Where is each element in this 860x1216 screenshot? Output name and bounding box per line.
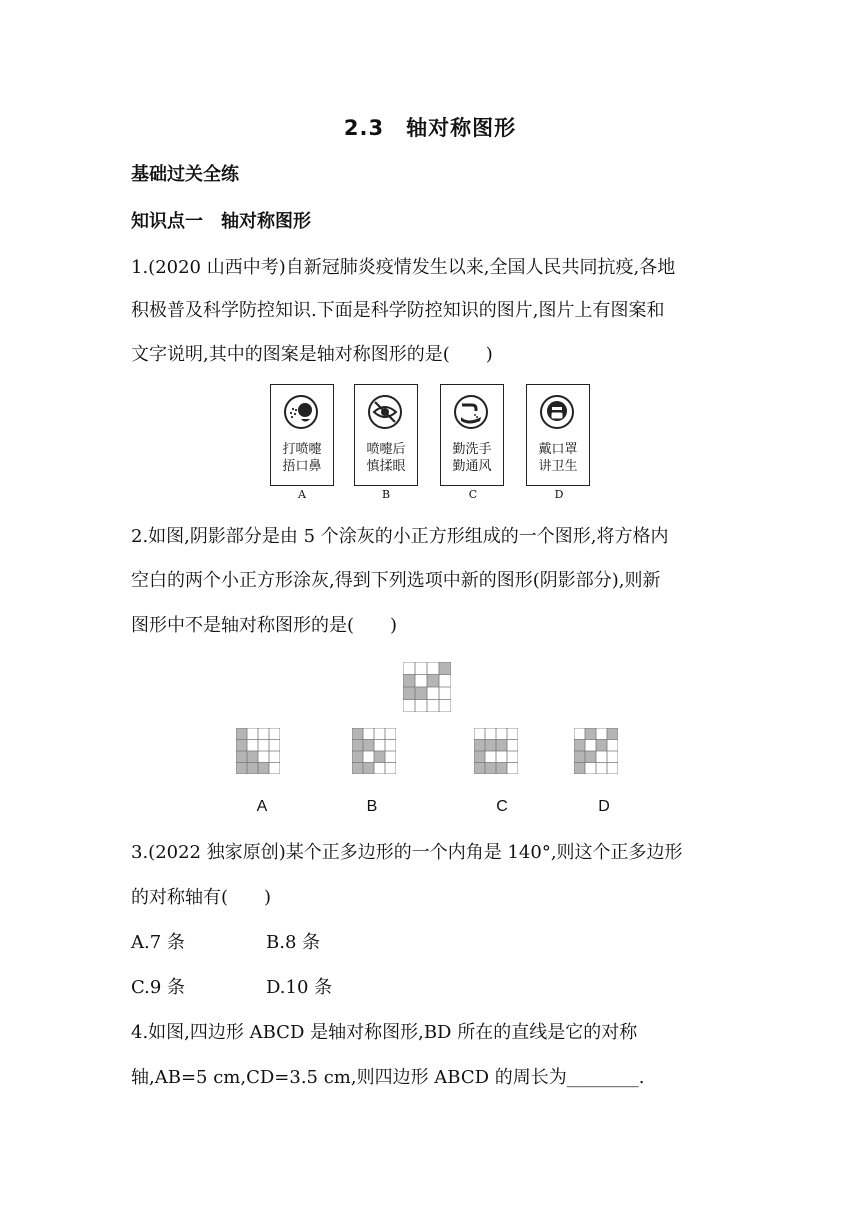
sign-d [526,384,590,486]
q3-option-c: C.9 条 [131,977,186,998]
q3-line-1: 3.(2022 独家原创)某个正多边形的一个内角是 140°,则这个正多边形 [131,842,683,863]
option-a-label: A [256,798,268,815]
option-d-grid [574,728,618,774]
knowledge-point-heading: 知识点一 轴对称图形 [131,211,311,232]
hand-wash-icon [454,395,488,429]
sign-d-text-2: 讲卫生 [538,459,578,474]
q1-line-3: 文字说明,其中的图案是轴对称图形的是( ) [131,344,493,365]
option-b-label: B [366,798,378,815]
option-a-grid [236,728,280,774]
q3-line-2: 的对称轴有( ) [131,887,272,908]
sign-c [440,384,504,486]
q2-line-1: 2.如图,阴影部分是由 5 个涂灰的小正方形组成的一个图形,将方格内 [131,526,669,547]
q2-line-2: 空白的两个小正方形涂灰,得到下列选项中新的图形(阴影部分),则新 [131,570,661,591]
sign-a [270,384,334,486]
sign-c-text-1: 勤洗手 [452,442,492,457]
option-b-grid [352,728,396,774]
option-c-grid [474,728,518,774]
sign-c-label: C [468,488,478,501]
sign-a-label: A [298,488,306,501]
sneeze-icon [284,395,318,429]
q1-line-1: 1.(2020 山西中考)自新冠肺炎疫情发生以来,全国人民共同抗疫,各地 [131,257,676,278]
sign-d-text-1: 戴口罩 [538,442,578,457]
no-eye-rub-icon [368,395,402,429]
q2-line-3: 图形中不是轴对称图形的是( ) [131,615,398,636]
q3-option-d: D.10 条 [266,977,333,998]
q3-option-b: B.8 条 [266,932,321,953]
sign-b [354,384,418,486]
sign-a-text-1: 打喷嚏 [282,442,322,457]
q4-line-1: 4.如图,四边形 ABCD 是轴对称图形,BD 所在的直线是它的对称 [131,1022,638,1043]
sign-d-label: D [554,488,564,501]
section-heading: 基础过关全练 [131,164,239,185]
mask-icon [540,395,574,429]
sign-b-text-1: 喷嚏后 [366,442,406,457]
sign-a-text-2: 捂口鼻 [282,459,322,474]
q1-line-2: 积极普及科学防控知识.下面是科学防控知识的图片,图片上有图案和 [131,300,665,321]
option-c-label: C [496,798,508,815]
q3-option-a: A.7 条 [131,932,185,953]
q4-line-2: 轴,AB=5 cm,CD=3.5 cm,则四边形 ABCD 的周长为________. [131,1067,645,1088]
option-d-label: D [598,798,610,815]
sign-b-label: B [381,488,391,501]
page-title: 2.3 轴对称图形 [343,116,517,140]
sign-c-text-2: 勤通风 [452,459,492,474]
main-grid-figure [403,662,451,712]
sign-b-text-2: 慎揉眼 [366,459,406,474]
